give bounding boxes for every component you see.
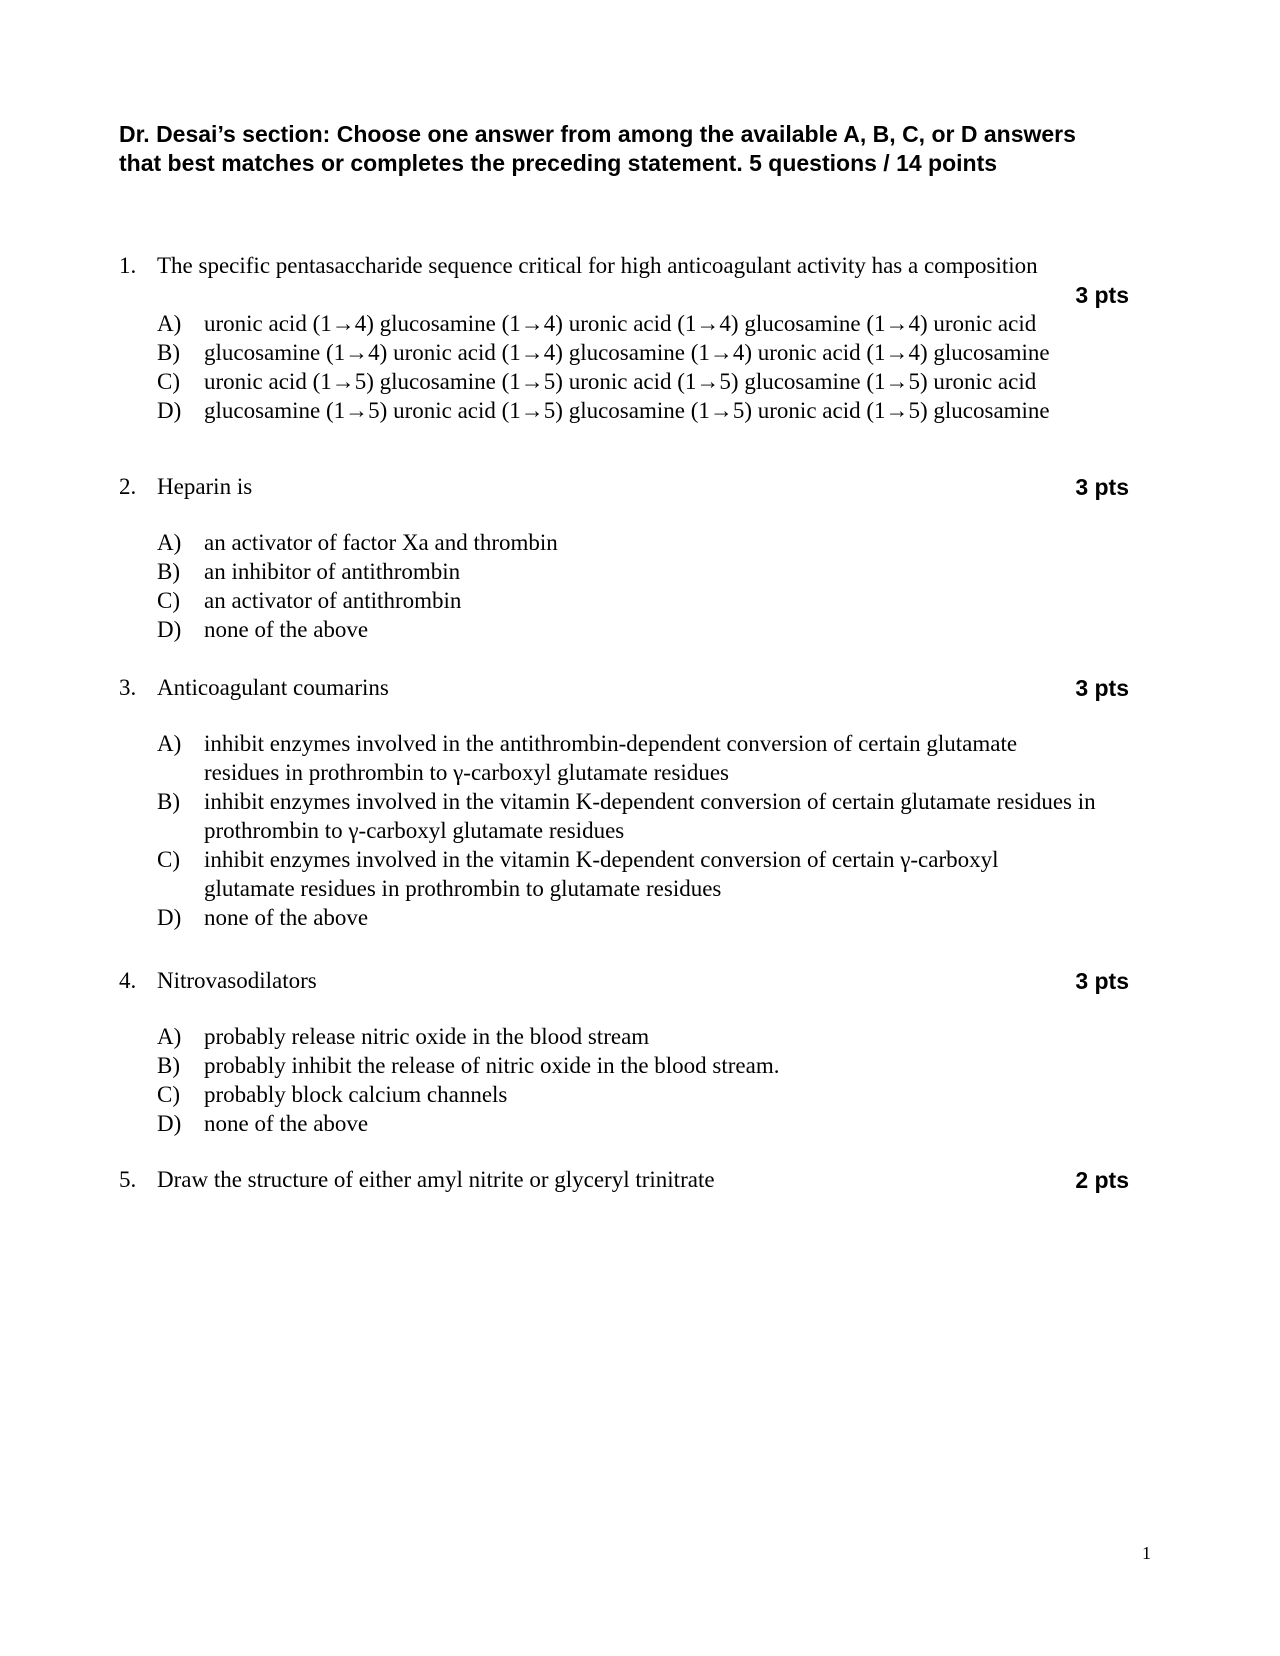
answer-option-d xyxy=(119,1109,1129,1138)
question-stem xyxy=(119,472,1129,502)
option-text: none of the above xyxy=(204,617,369,642)
page-number: 1 xyxy=(1142,1543,1151,1563)
question-stem xyxy=(119,966,1129,996)
answer-option-c xyxy=(119,845,1064,903)
option-text: probably release nitric oxide in the blood stream xyxy=(204,1024,650,1049)
question-stem xyxy=(119,673,1129,703)
option-text: uronic acid (1→5) glucosamine (1→5) uronic acid (1→5) glucosamine (1→5) uronic acid xyxy=(204,369,1037,394)
question-points: 3 pts xyxy=(1075,282,1129,308)
option-text: an activator of antithrombin xyxy=(204,588,462,613)
option-text: an activator of factor Xa and thrombin xyxy=(204,530,558,555)
question-points: 2 pts xyxy=(1075,1167,1129,1193)
option-letter: C) xyxy=(157,847,180,872)
question-number: 3. xyxy=(119,675,137,700)
question-points: 3 pts xyxy=(1075,474,1129,500)
answer-option-a xyxy=(119,729,1064,787)
answer-options xyxy=(119,528,1129,644)
option-letter: C) xyxy=(157,588,180,613)
answer-option-b xyxy=(119,1051,1129,1080)
answer-option-b xyxy=(119,787,1139,845)
answer-option-c xyxy=(119,586,1129,615)
option-letter: B) xyxy=(157,1053,180,1078)
answer-options xyxy=(119,729,1159,932)
option-letter: A) xyxy=(157,1024,182,1049)
option-letter: C) xyxy=(157,369,180,394)
question-number: 1. xyxy=(119,253,137,278)
answer-options xyxy=(119,1022,1129,1138)
option-letter: B) xyxy=(157,340,180,365)
question-text: Anticoagulant coumarins xyxy=(157,675,389,700)
answer-option-b xyxy=(119,557,1129,586)
option-text: inhibit enzymes involved in the vitamin K-dependent conversion of certain glutamate residues in prothrombin to γ-carboxyl glutamate residues xyxy=(204,789,1096,843)
option-letter: A) xyxy=(157,731,182,756)
answer-options xyxy=(119,309,1129,425)
option-text: glucosamine (1→5) uronic acid (1→5) glucosamine (1→5) uronic acid (1→5) glucosamine xyxy=(204,398,1050,423)
option-letter: D) xyxy=(157,617,182,642)
option-text: inhibit enzymes involved in the antithrombin-dependent conversion of certain glutamate residues in prothrombin to γ-carboxyl glutamate residues xyxy=(204,731,1018,785)
question-text: Heparin is xyxy=(157,474,253,499)
question-stem xyxy=(119,251,1129,281)
question-number: 2. xyxy=(119,474,137,499)
option-letter: D) xyxy=(157,398,182,423)
answer-option-c xyxy=(119,1080,1129,1109)
option-letter: A) xyxy=(157,311,182,336)
option-letter: C) xyxy=(157,1082,180,1107)
option-text: probably block calcium channels xyxy=(204,1082,508,1107)
option-letter: D) xyxy=(157,905,182,930)
option-text: inhibit enzymes involved in the vitamin K-dependent conversion of certain γ-carboxyl glutamate residues in prothrombin to glutamate residues xyxy=(204,847,999,901)
question-points: 3 pts xyxy=(1075,968,1129,994)
question-number: 4. xyxy=(119,968,137,993)
option-text: none of the above xyxy=(204,905,369,930)
answer-option-c xyxy=(119,367,1129,396)
question-number: 5. xyxy=(119,1167,137,1192)
answer-option-d xyxy=(119,903,1159,932)
option-text: probably inhibit the release of nitric oxide in the blood stream. xyxy=(204,1053,780,1078)
section-instructions: Dr. Desai’s section: Choose one answer from among the available A, B, C, or D answers that best matches or completes the preceding statement. 5 questions / 14 points xyxy=(119,121,1076,176)
answer-option-d xyxy=(119,615,1129,644)
question-5 xyxy=(119,1165,1129,1195)
option-text: glucosamine (1→4) uronic acid (1→4) glucosamine (1→4) uronic acid (1→4) glucosamine xyxy=(204,340,1050,365)
option-letter: D) xyxy=(157,1111,182,1136)
points-row xyxy=(119,281,1129,309)
option-letter: B) xyxy=(157,789,180,814)
question-1 xyxy=(119,251,1129,425)
question-text: The specific pentasaccharide sequence critical for high anticoagulant activity has a composition xyxy=(157,253,1038,278)
option-text: uronic acid (1→4) glucosamine (1→4) uronic acid (1→4) glucosamine (1→4) uronic acid xyxy=(204,311,1037,336)
answer-option-b xyxy=(119,338,1129,367)
question-points: 3 pts xyxy=(1075,675,1129,701)
question-4 xyxy=(119,966,1129,1138)
answer-option-a xyxy=(119,1022,1129,1051)
question-stem xyxy=(119,1165,1129,1195)
answer-option-a xyxy=(119,309,1129,338)
question-3 xyxy=(119,673,1129,932)
option-text: none of the above xyxy=(204,1111,369,1136)
answer-option-a xyxy=(119,528,1129,557)
option-text: an inhibitor of antithrombin xyxy=(204,559,461,584)
question-2 xyxy=(119,472,1129,644)
answer-option-d xyxy=(119,396,1129,425)
option-letter: A) xyxy=(157,530,182,555)
question-text: Nitrovasodilators xyxy=(157,968,317,993)
option-letter: B) xyxy=(157,559,180,584)
question-text: Draw the structure of either amyl nitrite or glyceryl trinitrate xyxy=(157,1167,715,1192)
